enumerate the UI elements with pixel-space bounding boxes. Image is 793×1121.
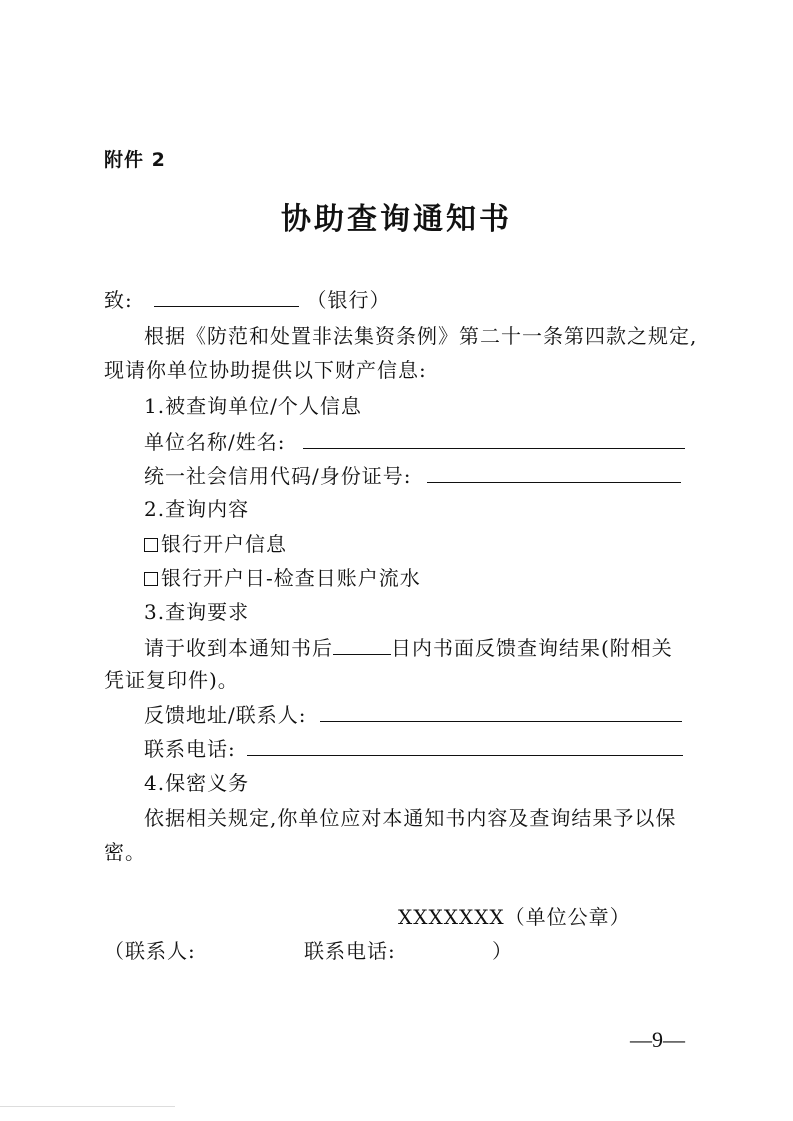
- code-field-line: [144, 462, 681, 490]
- section4-heading: 4.保密义务: [144, 771, 250, 795]
- option-account-info[interactable]: [144, 530, 287, 558]
- code-label: 统一社会信用代码/身份证号:: [144, 464, 412, 488]
- phone-blank[interactable]: [247, 735, 683, 756]
- intro-line-1: 根据《防范和处置非法集资条例》第二十一条第四款之规定,: [144, 324, 698, 348]
- attachment-label: 附件 2: [104, 149, 166, 171]
- phone-label: 联系电话:: [144, 737, 236, 761]
- section1-heading: 1.被查询单位/个人信息: [144, 394, 362, 418]
- option-account-statement[interactable]: [144, 564, 421, 592]
- name-blank[interactable]: [303, 428, 685, 449]
- name-field-line: [144, 428, 685, 456]
- page-number: —9—: [630, 1027, 685, 1052]
- contact-label: （联系人:: [104, 939, 196, 963]
- contact-close-paren: ）: [492, 939, 513, 963]
- requirement-line: [144, 634, 673, 662]
- document-title: 协助查询通知书: [281, 202, 512, 237]
- code-blank[interactable]: [427, 462, 681, 483]
- phone-field-line: [144, 735, 683, 763]
- requirement-suffix: 日内书面反馈查询结果(附相关: [391, 636, 673, 660]
- requirement-prefix: 请于收到本通知书后: [144, 636, 333, 660]
- addressee-line: [104, 286, 390, 314]
- addressee-prefix: 致:: [104, 288, 133, 312]
- bank-name-blank[interactable]: [154, 286, 299, 307]
- addressee-suffix: （银行）: [306, 288, 391, 312]
- section3-heading: 3.查询要求: [144, 600, 250, 624]
- confidentiality-line-2: 密。: [104, 840, 146, 864]
- checkbox-icon[interactable]: [144, 572, 158, 586]
- intro-line-2: 现请你单位协助提供以下财产信息:: [104, 358, 427, 382]
- issuer-seal: XXXXXXX（单位公章）: [398, 905, 631, 929]
- address-label: 反馈地址/联系人:: [144, 703, 307, 727]
- days-blank[interactable]: [333, 634, 391, 655]
- option-account-statement-label: 银行开户日-检查日账户流水: [161, 566, 421, 590]
- name-label: 单位名称/姓名:: [144, 430, 286, 454]
- section2-heading: 2.查询内容: [144, 497, 250, 521]
- address-field-line: [144, 701, 682, 729]
- address-blank[interactable]: [320, 701, 682, 722]
- option-account-info-label: 银行开户信息: [161, 532, 287, 556]
- requirement-line-2: 凭证复印件)。: [104, 668, 239, 692]
- contact-phone-label: 联系电话:: [304, 939, 396, 963]
- checkbox-icon[interactable]: [144, 538, 158, 552]
- confidentiality-line-1: 依据相关规定,你单位应对本通知书内容及查询结果予以保: [144, 806, 677, 830]
- scan-artifact-line: [0, 1106, 175, 1107]
